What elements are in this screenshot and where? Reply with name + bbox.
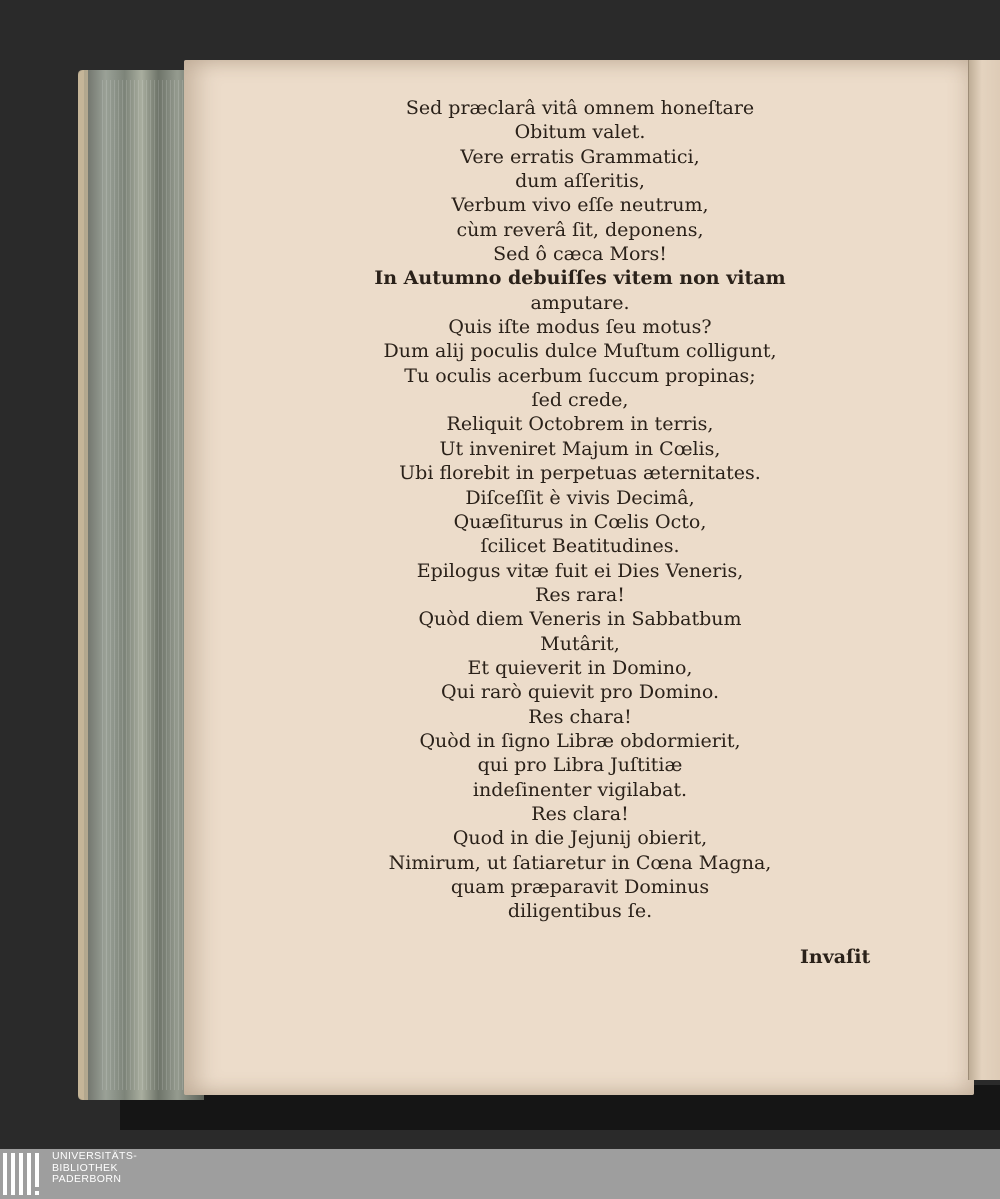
text-line: Quod in die Jejunij obierit, (452, 827, 708, 850)
library-logo-icon (2, 1151, 46, 1197)
text-line: ſed crede, (531, 389, 629, 412)
text-line: Epilogus vitæ fuit ei Dies Veneris, (416, 559, 744, 582)
text-line: Diſceſſit è vivis Decimâ, (465, 486, 695, 509)
text-line: Tu oculis acerbum ſuccum propinas; (404, 364, 756, 387)
library-name-line: BIBLIOTHEK (52, 1161, 118, 1174)
text-line: Nimirum, ut ſatiaretur in Cœna Magna, (388, 851, 772, 874)
text-line: Verbum vivo eſſe neutrum, (451, 194, 709, 217)
text-line: ſcilicet Beatitudines. (480, 535, 680, 558)
text-line: cùm reverâ ſit, deponens, (456, 218, 704, 241)
text-line: Quòd diem Veneris in Sabbatbum (418, 608, 742, 631)
text-line: Quis iſte modus ſeu motus? (448, 316, 712, 339)
text-line: indeſinenter vigilabat. (472, 778, 688, 801)
text-line: In Autumno debuiſſes vitem non vitam (374, 267, 786, 290)
text-line: Ubi florebit in perpetuas æternitates. (399, 462, 761, 485)
text-line: Res rara! (535, 583, 625, 606)
text-line: Ut inveniret Majum in Cœlis, (439, 437, 721, 460)
text-line: dum aſſeritis, (515, 170, 645, 193)
text-line: Res chara! (528, 705, 632, 728)
library-name-line: UNIVERSITÄTS- (52, 1150, 138, 1162)
text-line: Qui rarò quievit pro Domino. (441, 681, 719, 704)
text-line: diligentibus ſe. (507, 900, 653, 923)
text-line: Mutârit, (540, 632, 620, 655)
binding-edge (78, 70, 88, 1100)
text-line: Sed ô cæca Mors! (493, 243, 667, 266)
text-line: quam præparavit Dominus (450, 876, 710, 898)
text-line: Obitum valet. (514, 121, 646, 144)
text-line: Et quieverit in Domino, (467, 656, 693, 679)
library-footer-bar (0, 1149, 1000, 1199)
text-line: amputare. (530, 291, 630, 314)
text-line: Vere erratis Grammatici, (460, 145, 700, 168)
text-line: qui pro Libra Juſtitiæ (477, 754, 683, 777)
text-line: Sed præclarâ vitâ omnem honeſtare (405, 97, 755, 119)
text-line: Res clara! (531, 802, 629, 825)
library-name (52, 1151, 137, 1186)
page-text (210, 96, 950, 924)
text-line: Dum alij poculis dulce Muſtum colligunt, (383, 340, 777, 363)
text-line: Reliquit Octobrem in terris, (446, 413, 714, 436)
text-line: Quæſiturus in Cœlis Octo, (453, 510, 707, 533)
catchword: Invaſit (800, 946, 871, 968)
facing-page-edge (968, 60, 1000, 1080)
library-name-line: PADERBORN (52, 1173, 122, 1185)
text-line: Quòd in ſigno Libræ obdormierit, (419, 729, 741, 752)
